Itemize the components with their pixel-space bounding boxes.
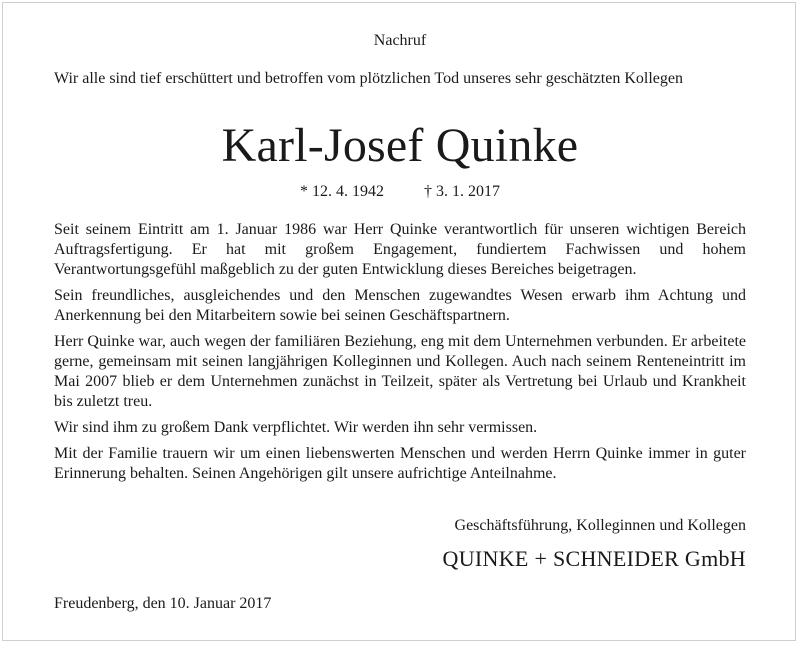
paragraph-company-ties: Herr Quinke war, auch wegen der familiären Beziehung, eng mit dem Unternehmen verbunden. Er arbeitete gerne, gemeinsam mit seinen langjährigen Kolleginnen und Kollegen. Auch nach seinem Renteneintritt im Mai 2007 blieb er dem Unternehmen zunächst in Teilzeit, später als Vertretung bei Urlaub und Krankheit bis zuletzt treu. [54, 333, 746, 410]
paragraph-character: Sein freundliches, ausgleichendes und den Menschen zugewandtes Wesen erwarb ihm Achtung und Anerkennung bei den Mitarbeitern sowie bei seinen Geschäftspartnern. [54, 287, 746, 324]
intro-text: Wir alle sind tief erschüttert und betroffen vom plötzlichen Tod unseres sehr geschätzten Kollegen [54, 70, 683, 87]
notice-body [54, 220, 746, 490]
place-and-date: Freudenberg, den 10. Januar 2017 [54, 595, 272, 612]
birth-date: * 12. 4. 1942 [300, 183, 384, 200]
life-dates [54, 182, 746, 202]
paragraph-career: Seit seinem Eintritt am 1. Januar 1986 war Herr Quinke verantwortlich für unseren wichtigen Bereich Auftragsfertigung. Er hat mit großem Engagement, fundiertem Fachwissen und hohem Verantwortungsgefühl maßgeblich zu der guten Entwicklung dieses Bereiches beigetragen. [54, 221, 746, 278]
death-date: † 3. 1. 2017 [424, 183, 500, 200]
paragraph-condolence: Mit der Familie trauern wir um einen liebenswerten Menschen und werden Herrn Quinke immer in guter Erinnerung behalten. Seinen Angehörigen gilt unsere aufrichtige Anteilnahme. [54, 445, 746, 482]
notice-heading: Nachruf [373, 32, 427, 49]
paragraph-gratitude: Wir sind ihm zu großem Dank verpflichtet. Wir werden ihn sehr vermissen. [54, 419, 538, 436]
company-name: QUINKE + SCHNEIDER GmbH [442, 546, 746, 571]
deceased-name: Karl-Josef Quinke [221, 119, 579, 172]
signers-line: Geschäftsführung, Kolleginnen und Kollegen [454, 517, 746, 534]
